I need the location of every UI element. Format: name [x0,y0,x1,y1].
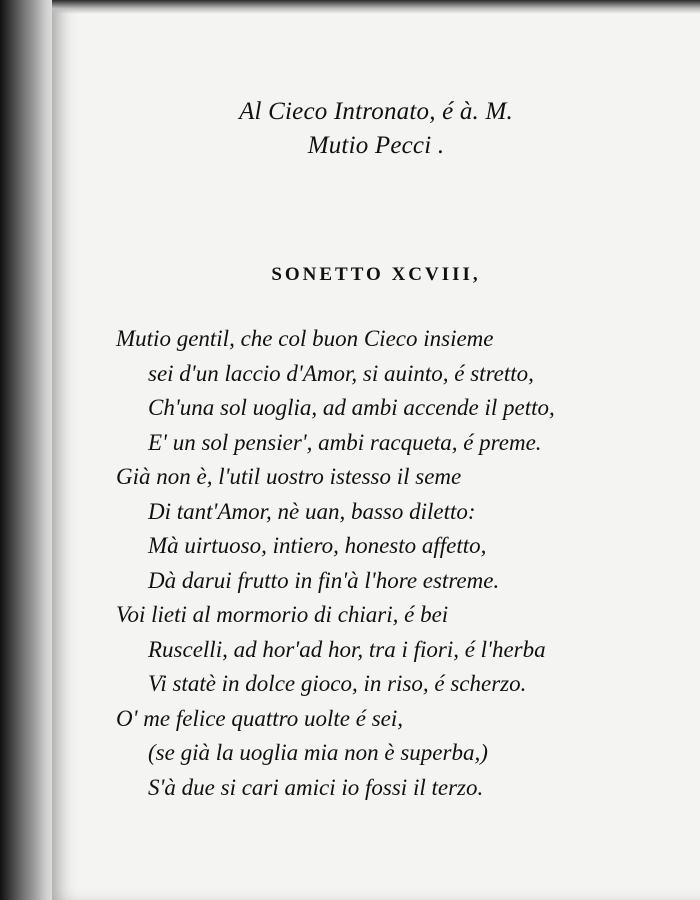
book-spine [0,0,58,900]
sonnet-body [116,322,686,805]
book-page [52,0,700,900]
verse-line: Di tant'Amor, nè uan, basso diletto: [148,498,476,524]
verse-line: Vi statè in dolce gioco, in riso, é scherzo. [148,671,527,696]
verse-line: Mà uirtuoso, intiero, honesto affetto, [148,533,487,558]
verse-line: Mutio gentil, che col buon Cieco insieme [116,326,494,351]
verse-line: (se già la uoglia mia non è superba,) [148,740,488,765]
verse-line: O' me felice quattro uolte é sei, [116,705,404,731]
verse-line: Ch'una sol uoglia, ad ambi accende il petto, [148,395,555,420]
verse-line: Voi lieti al mormorio di chiari, é bei [116,602,449,627]
sonnet-title: SONETTO XCVIII, [271,264,481,285]
verse-line: E' un sol pensier', ambi racqueta, é preme. [148,429,542,455]
verse-line: Già non è, l'util uostro istesso il seme [116,464,462,489]
verse-line: Dà darui frutto in fin'à l'hore estreme. [148,567,500,593]
verse-line: S'à due si cari amici io fossi il terzo. [148,774,484,800]
verse-line: sei d'un laccio d'Amor, si auinto, é stretto, [148,360,534,386]
dedication-line-1: Al Cieco Intronato, é à. M. [239,98,513,125]
verse-line: Ruscelli, ad hor'ad hor, tra i fiori, é l'herba [148,636,546,662]
dedication-line-2: Mutio Pecci . [307,132,445,159]
